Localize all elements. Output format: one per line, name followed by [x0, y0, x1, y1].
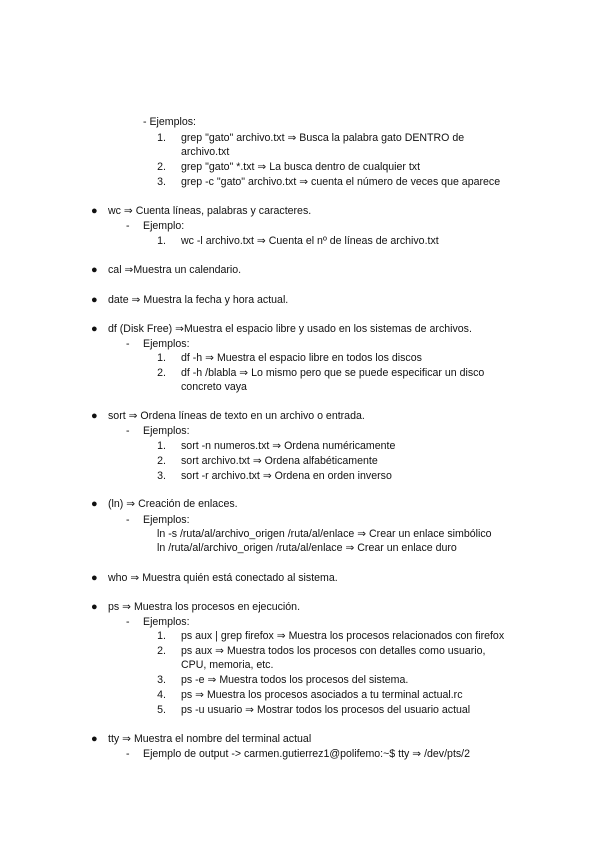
bullet-icon: ●	[91, 733, 98, 745]
example-output: Ejemplo de output -> carmen.gutierrez1@polifemo:~$ tty ⇒ /dev/pts/2	[143, 748, 471, 760]
example-line: ln -s /ruta/al/archivo_origen /ruta/al/enlace ⇒ Crear un enlace simbólico	[157, 528, 492, 540]
dash-icon: -	[126, 616, 130, 628]
bullet-icon: ●	[91, 410, 98, 422]
list-item: ps ⇒ Muestra los procesos asociados a tu terminal actual.rc	[181, 689, 463, 701]
list-item-continuation: archivo.txt	[181, 146, 230, 158]
list-item: ps -e ⇒ Muestra todos los procesos del sistema.	[181, 674, 409, 686]
list-item: sort -r archivo.txt ⇒ Ordena en orden inverso	[181, 470, 392, 482]
examples-heading: Ejemplos:	[143, 616, 190, 628]
bullet-icon: ●	[91, 205, 98, 217]
examples-heading: Ejemplos:	[143, 338, 190, 350]
command-who: who ⇒ Muestra quién está conectado al sistema.	[108, 572, 338, 584]
list-item: ps -u usuario ⇒ Mostrar todos los procesos del usuario actual	[181, 704, 471, 716]
list-item: grep -c "gato" archivo.txt ⇒ cuenta el número de veces que aparece	[181, 176, 501, 188]
list-number: 3.	[157, 674, 166, 686]
command-df: df (Disk Free) ⇒Muestra el espacio libre y usado en los sistemas de archivos.	[108, 323, 472, 335]
grep-examples-heading: - Ejemplos:	[143, 116, 196, 128]
list-number: 3.	[157, 176, 166, 188]
list-item: grep "gato" *.txt ⇒ La busca dentro de cualquier txt	[181, 161, 421, 173]
list-item-continuation: CPU, memoria, etc.	[181, 659, 274, 671]
examples-heading: Ejemplos:	[143, 514, 190, 526]
list-number: 1.	[157, 235, 166, 247]
bullet-icon: ●	[91, 264, 98, 276]
bullet-icon: ●	[91, 601, 98, 613]
list-number: 3.	[157, 470, 166, 482]
list-number: 2.	[157, 161, 166, 173]
list-number: 1.	[157, 132, 166, 144]
command-cal: cal ⇒Muestra un calendario.	[108, 264, 242, 276]
bullet-icon: ●	[91, 323, 98, 335]
dash-icon: -	[126, 425, 130, 437]
list-number: 4.	[157, 689, 166, 701]
bullet-icon: ●	[91, 294, 98, 306]
command-sort: sort ⇒ Ordena líneas de texto en un archivo o entrada.	[108, 410, 365, 422]
bullet-icon: ●	[91, 572, 98, 584]
list-item-continuation: concreto vaya	[181, 381, 247, 393]
dash-icon: -	[126, 338, 130, 350]
list-number: 1.	[157, 630, 166, 642]
list-item: ps aux | grep firefox ⇒ Muestra los procesos relacionados con firefox	[181, 630, 505, 642]
command-ps: ps ⇒ Muestra los procesos en ejecución.	[108, 601, 301, 613]
command-ln: (ln) ⇒ Creación de enlaces.	[108, 498, 238, 510]
examples-heading: Ejemplos:	[143, 425, 190, 437]
list-number: 5.	[157, 704, 166, 716]
list-item: df -h /blabla ⇒ Lo mismo pero que se puede especificar un disco	[181, 367, 485, 379]
list-item: sort -n numeros.txt ⇒ Ordena numéricamente	[181, 440, 396, 452]
dash-icon: -	[126, 220, 130, 232]
dash-icon: -	[126, 514, 130, 526]
examples-heading: Ejemplo:	[143, 220, 185, 232]
list-number: 1.	[157, 440, 166, 452]
list-number: 2.	[157, 645, 166, 657]
list-number: 2.	[157, 455, 166, 467]
dash-icon: -	[126, 748, 130, 760]
command-tty: tty ⇒ Muestra el nombre del terminal actual	[108, 733, 312, 745]
list-item: wc -l archivo.txt ⇒ Cuenta el nº de líneas de archivo.txt	[181, 235, 439, 247]
list-number: 2.	[157, 367, 166, 379]
command-date: date ⇒ Muestra la fecha y hora actual.	[108, 294, 289, 306]
command-wc: wc ⇒ Cuenta líneas, palabras y caracteres.	[108, 205, 312, 217]
list-number: 1.	[157, 352, 166, 364]
list-item: sort archivo.txt ⇒ Ordena alfabéticamente	[181, 455, 378, 467]
example-line: ln /ruta/al/archivo_origen /ruta/al/enlace ⇒ Crear un enlace duro	[157, 542, 457, 554]
list-item: grep "gato" archivo.txt ⇒ Busca la palabra gato DENTRO de	[181, 132, 465, 144]
list-item: ps aux ⇒ Muestra todos los procesos con detalles como usuario,	[181, 645, 486, 657]
bullet-icon: ●	[91, 498, 98, 510]
list-item: df -h ⇒ Muestra el espacio libre en todos los discos	[181, 352, 422, 364]
